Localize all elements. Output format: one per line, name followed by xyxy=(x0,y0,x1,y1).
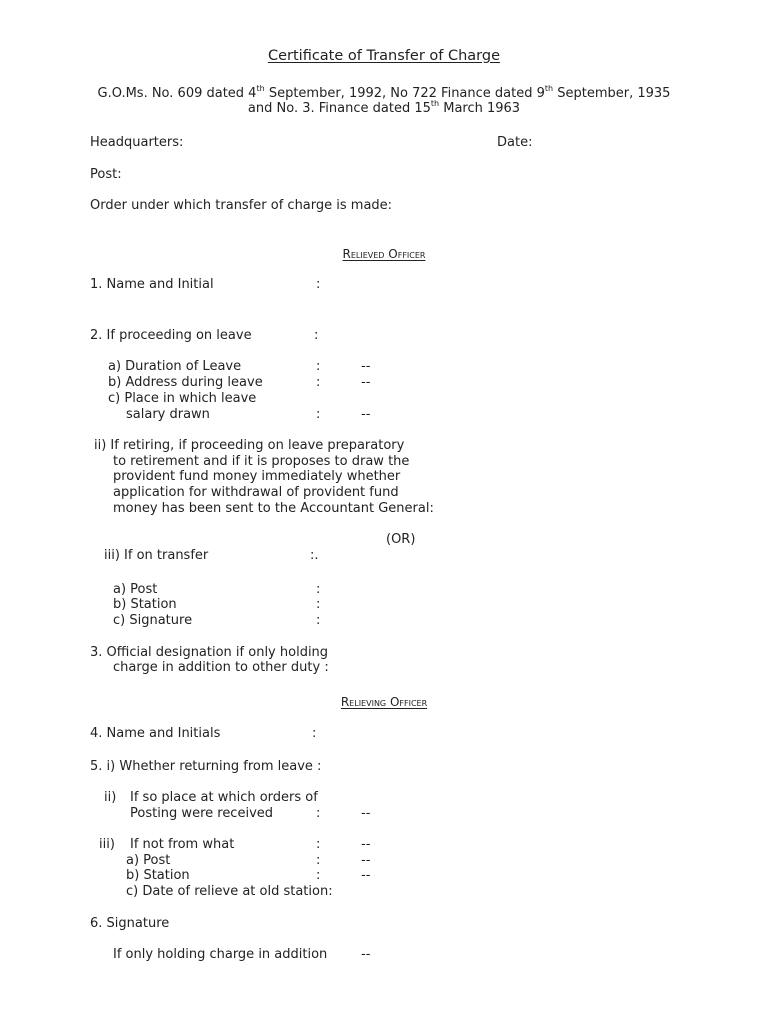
q5iii-value: -- xyxy=(361,837,371,852)
ordinal-suffix: th xyxy=(430,99,440,108)
order-label: Order under which transfer of charge is made: xyxy=(90,198,393,213)
reference-text: and No. 3. Finance dated 15 xyxy=(247,101,431,116)
q6-additional-charge-label: If only holding charge in addition xyxy=(113,947,328,962)
post-label: Post: xyxy=(90,167,122,182)
q5iii-label: If not from what xyxy=(130,837,235,852)
q5iii-colon: : xyxy=(316,837,321,852)
q5iii-date-label: c) Date of relieve at old station: xyxy=(126,884,333,899)
q5ii-colon: : xyxy=(316,806,321,821)
q2c-value: -- xyxy=(361,407,371,422)
date-label: Date: xyxy=(497,135,533,150)
reference-text: G.O.Ms. No. 609 dated 4 xyxy=(97,86,257,101)
q5iii-post-value: -- xyxy=(361,853,371,868)
q2a-colon: : xyxy=(316,359,321,374)
q2c-colon: : xyxy=(316,407,321,422)
q5iii-number: iii) xyxy=(99,837,115,852)
q4-label: 4. Name and Initials xyxy=(90,726,221,741)
q3-line-2: charge in addition to other duty : xyxy=(113,660,329,675)
ordinal-suffix: th xyxy=(256,84,265,93)
transfer-label: iii) If on transfer xyxy=(104,548,209,563)
q2b-label: b) Address during leave xyxy=(108,375,263,390)
reference-text: September, 1935 xyxy=(553,86,671,101)
retiring-line-4: application for withdrawal of provident fund xyxy=(113,485,399,500)
reference-text: September, 1992, No 722 Finance dated 9 xyxy=(264,86,545,101)
q5iii-station-value: -- xyxy=(361,868,371,883)
reference-line-1 xyxy=(0,86,768,102)
transfer-post-label: a) Post xyxy=(113,582,158,597)
q5ii-line-1: If so place at which orders of xyxy=(130,790,318,805)
q2b-colon: : xyxy=(316,375,321,390)
transfer-signature-colon: : xyxy=(316,613,321,628)
q2-label: 2. If proceeding on leave xyxy=(90,328,252,343)
document-title: Certificate of Transfer of Charge xyxy=(267,48,501,64)
or-separator: (OR) xyxy=(386,532,416,547)
q5ii-line-2: Posting were received xyxy=(130,806,274,821)
transfer-station-label: b) Station xyxy=(113,597,177,612)
retiring-line-2: to retirement and if it is proposes to draw the xyxy=(113,454,410,469)
reference-text: March 1963 xyxy=(439,101,521,116)
transfer-signature-label: c) Signature xyxy=(113,613,193,628)
q3-line-1: 3. Official designation if only holding xyxy=(90,645,329,660)
q2c-label-line-2: salary drawn xyxy=(126,407,210,422)
retiring-line-5: money has been sent to the Accountant General: xyxy=(113,501,434,516)
ordinal-suffix: th xyxy=(544,84,554,93)
relieving-officer-heading-row xyxy=(0,694,768,711)
q2b-value: -- xyxy=(361,375,371,390)
transfer-colon: :. xyxy=(310,548,319,563)
q1-colon: : xyxy=(316,277,321,292)
relieved-officer-heading-row xyxy=(0,246,768,263)
q5iii-station-label: b) Station xyxy=(126,868,190,883)
q2a-label: a) Duration of Leave xyxy=(108,359,242,374)
retiring-line-3: provident fund money immediately whether xyxy=(113,469,401,484)
q5iii-post-label: a) Post xyxy=(126,853,171,868)
transfer-station-colon: : xyxy=(316,597,321,612)
retiring-line-1: ii) If retiring, if proceeding on leave preparatory xyxy=(94,438,405,453)
q2a-value: -- xyxy=(361,359,371,374)
relieving-officer-heading: Relieving Officer xyxy=(340,695,428,709)
q2c-label-line-1: c) Place in which leave xyxy=(108,391,257,406)
reference-line-2 xyxy=(0,101,768,117)
q5-label: 5. i) Whether returning from leave : xyxy=(90,759,322,774)
headquarters-label: Headquarters: xyxy=(90,135,184,150)
q6-additional-charge-value: -- xyxy=(361,947,371,962)
q5iii-post-colon: : xyxy=(316,853,321,868)
transfer-post-colon: : xyxy=(316,582,321,597)
relieved-officer-heading: Relieved Officer xyxy=(342,247,426,261)
q6-label: 6. Signature xyxy=(90,916,170,931)
q5ii-number: ii) xyxy=(104,790,117,805)
q5ii-value: -- xyxy=(361,806,371,821)
q2-colon: : xyxy=(314,328,319,343)
q5iii-station-colon: : xyxy=(316,868,321,883)
q1-label: 1. Name and Initial xyxy=(90,277,214,292)
q4-colon: : xyxy=(312,726,317,741)
